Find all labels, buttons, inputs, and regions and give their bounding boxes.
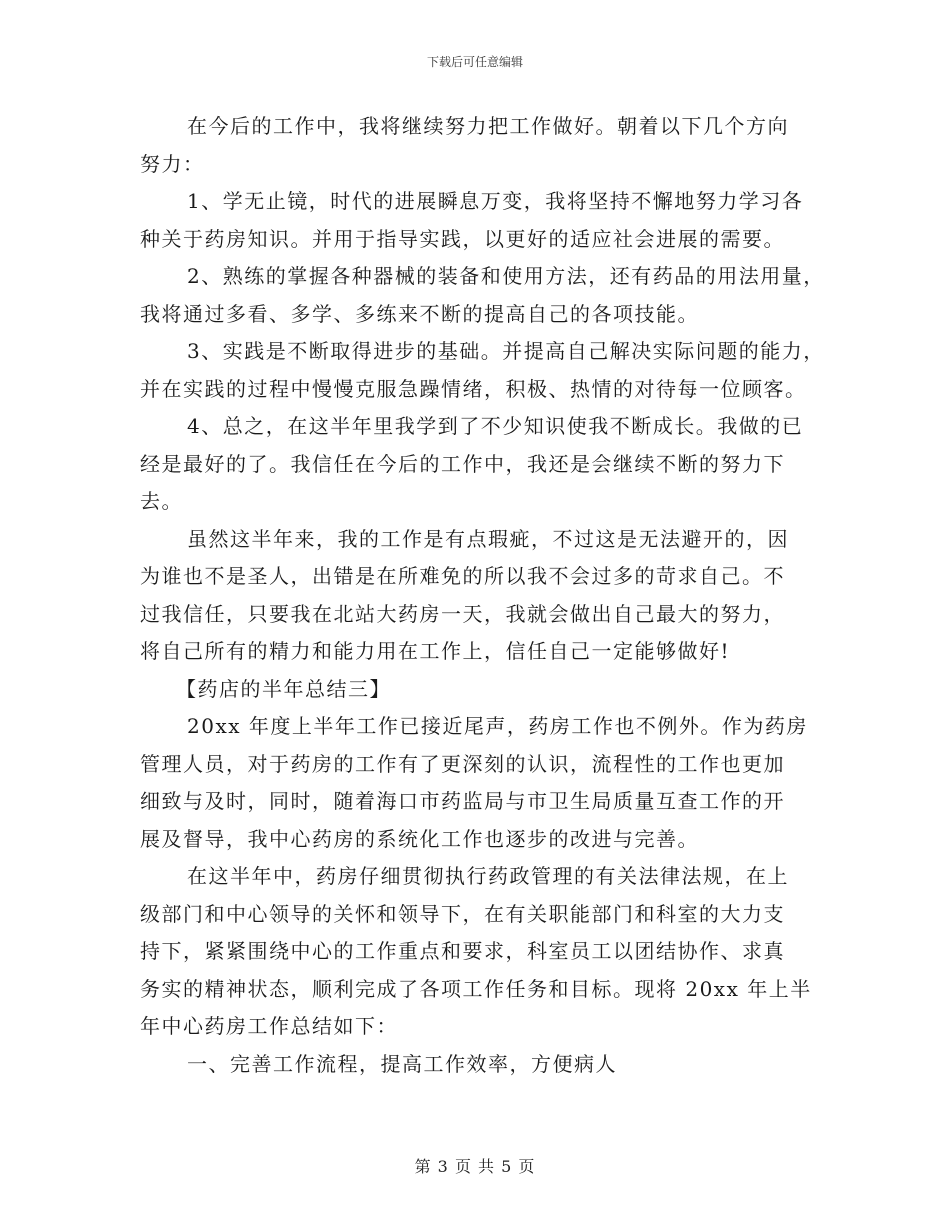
text-line: 在这半年中，药房仔细贯彻执行药政管理的有关法律法规，在上 [187,864,789,888]
text-line: 4、总之，在这半年里我学到了不少知识使我不断成长。我做的已 [187,414,804,438]
text-line: 细致与及时，同时，随着海口市药监局与市卫生局质量互查工作的开 [140,789,785,813]
section-heading: 【药店的半年总结三】 [176,677,391,701]
text-line: 我将通过多看、多学、多练来不断的提高自己的各项技能。 [140,302,699,326]
text-line: 持下，紧紧围绕中心的工作重点和要求，科室员工以团结协作、求真 [140,939,785,963]
text-line: 并在实践的过程中慢慢克服急躁情绪，积极、热情的对待每一位顾客。 [140,377,807,401]
text-line: 管理人员，对于药房的工作有了更深刻的认识，流程性的工作也更加 [140,752,785,776]
page-footer: 第 3 页 共 5 页 [414,1157,536,1176]
subsection-heading: 一、完善工作流程，提高工作效率，方便病人 [187,1052,617,1076]
text-line: 去。 [140,489,183,513]
text-line: 20xx 年度上半年工作已接近尾声，药房工作也不例外。作为药房 [187,714,808,738]
text-line: 努力： [140,152,205,176]
text-line: 3、实践是不断取得进步的基础。并提高自己解决实际问题的能力， [187,339,825,363]
text-line: 种关于药房知识。并用于指导实践，以更好的适应社会进展的需要。 [140,227,785,251]
text-line: 展及督导，我中心药房的系统化工作也逐步的改进与完善。 [140,827,699,851]
text-line: 过我信任，只要我在北站大药房一天，我就会做出自己最大的努力， [140,602,785,626]
text-line: 将自己所有的精力和能力用在工作上，信任自己一定能够做好! [140,639,731,663]
text-line: 在今后的工作中，我将继续努力把工作做好。朝着以下几个方向 [187,114,789,138]
text-line: 级部门和中心领导的关怀和领导下，在有关职能部门和科室的大力支 [140,902,785,926]
text-line: 虽然这半年来，我的工作是有点瑕疵，不过这是无法避开的，因 [187,527,789,551]
text-line: 1、学无止镜，时代的进展瞬息万变，我将坚持不懈地努力学习各 [187,189,804,213]
text-line: 经是最好的了。我信任在今后的工作中，我还是会继续不断的努力下 [140,452,785,476]
text-line: 为谁也不是圣人，出错是在所难免的所以我不会过多的苛求自己。不 [140,564,785,588]
page-header: 下载后可任意编辑 [426,55,523,69]
text-line: 2、熟练的掌握各种器械的装备和使用方法，还有药品的用法用量， [187,264,825,288]
text-line: 务实的精神状态，顺利完成了各项工作任务和目标。现将 20xx 年上半 [140,977,812,1001]
text-line: 年中心药房工作总结如下： [140,1014,398,1038]
